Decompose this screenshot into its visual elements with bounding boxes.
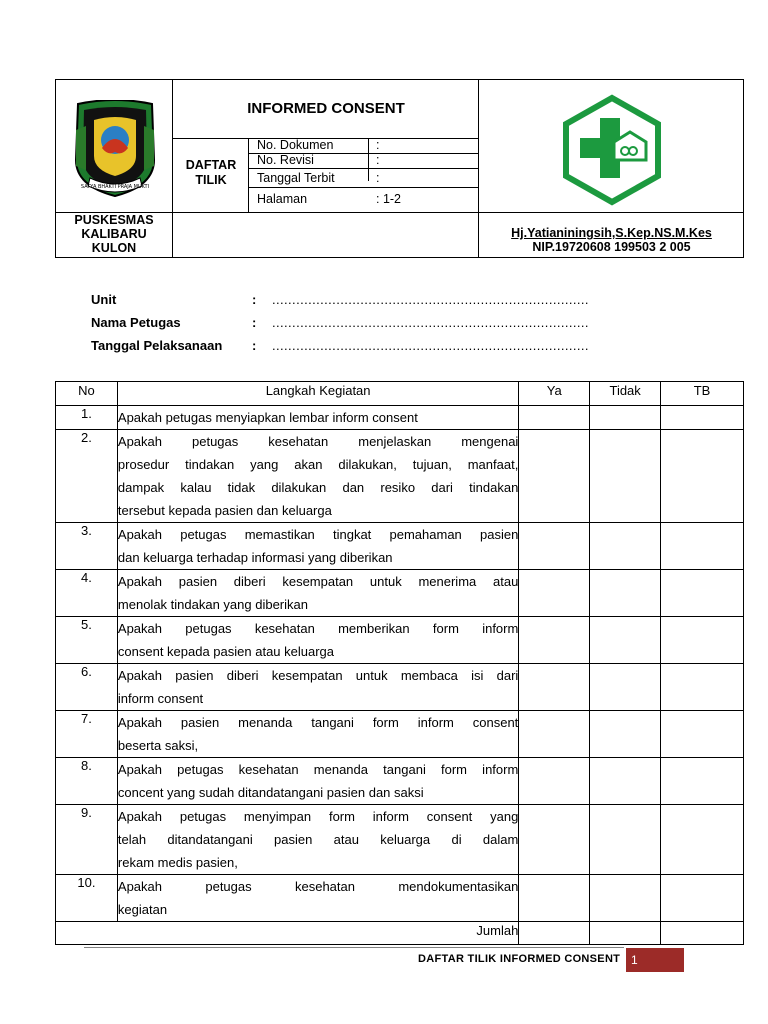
step-text-line: Apakah pasien diberi kesempatan untuk menerima atau [117, 574, 519, 589]
signatory-block [478, 226, 745, 254]
field-tanggal-pelaksanaan [91, 338, 589, 353]
check-cell-tb[interactable] [661, 523, 744, 570]
header-divider [172, 80, 173, 257]
step-description [117, 570, 518, 617]
field-blank: ............................................................................... [272, 338, 589, 353]
header-divider [248, 138, 249, 212]
check-cell-tb[interactable] [661, 758, 744, 805]
step-text-line: tersebut kepada pasien dan keluarga [117, 503, 332, 518]
check-cell-tidak[interactable] [590, 805, 661, 875]
step-text-line: menolak tindakan yang diberikan [117, 597, 308, 612]
check-cell-tidak[interactable] [590, 617, 661, 664]
step-text-line: Apakah petugas kesehatan menjelaskan mengenai [117, 434, 519, 449]
field-nama-petugas [91, 315, 589, 330]
table-row [56, 523, 744, 570]
meta-value-no-revisi: : [376, 153, 380, 167]
column-header-langkah-kegiatan: Langkah Kegiatan [117, 382, 518, 406]
header-divider [248, 187, 478, 188]
step-text-line: beserta saksi, [117, 738, 199, 753]
table-row [56, 570, 744, 617]
org-line: PUSKESMAS [74, 213, 154, 227]
check-cell-tidak[interactable] [590, 523, 661, 570]
field-colon: : [252, 292, 257, 307]
table-row [56, 664, 744, 711]
row-number: 10. [56, 875, 118, 922]
total-tb-cell[interactable] [661, 922, 744, 945]
step-description [117, 875, 518, 922]
meta-value-no-dokumen: : [376, 138, 380, 152]
check-cell-ya[interactable] [519, 805, 590, 875]
org-line: KULON [91, 241, 137, 255]
regional-emblem-logo [70, 100, 160, 200]
step-text-line: Apakah pasien diberi kesempatan untuk membaca isi dari [117, 668, 519, 683]
total-label: Jumlah [56, 922, 519, 945]
column-header-no: No [56, 382, 118, 406]
step-text-line: Apakah petugas menyimpan form inform consent yang [117, 809, 519, 824]
row-number: 2. [56, 430, 118, 523]
table-header-row [56, 382, 744, 406]
signatory-name: Hj.Yatianiningsih,S.Kep.NS.M.Kes [511, 226, 712, 240]
step-text-line: Apakah petugas kesehatan menanda tangani form inform [117, 762, 519, 777]
check-cell-tidak[interactable] [590, 758, 661, 805]
check-cell-tb[interactable] [661, 805, 744, 875]
check-cell-tidak[interactable] [590, 711, 661, 758]
document-title: INFORMED CONSENT [247, 100, 405, 117]
check-cell-ya[interactable] [519, 430, 590, 523]
table-row [56, 617, 744, 664]
row-number: 6. [56, 664, 118, 711]
step-text-line: consent kepada pasien atau keluarga [117, 644, 335, 659]
table-row [56, 406, 744, 430]
page-number: 1 [631, 953, 638, 967]
check-cell-tb[interactable] [661, 664, 744, 711]
check-cell-ya[interactable] [519, 570, 590, 617]
column-header-ya: Ya [519, 382, 590, 406]
meta-label-halaman: Halaman [257, 192, 308, 206]
row-number: 4. [56, 570, 118, 617]
step-text-line: concent yang sudah ditandatangani pasien dan saksi [117, 785, 424, 800]
puskesmas-health-logo [556, 94, 668, 206]
total-tidak-cell[interactable] [590, 922, 661, 945]
daftar-label-line: TILIK [195, 173, 227, 187]
table-row [56, 711, 744, 758]
checklist-table [55, 381, 744, 945]
step-text-line: Apakah petugas menyiapkan lembar inform consent [117, 410, 418, 425]
table-row [56, 805, 744, 875]
footer-rule [84, 947, 624, 948]
row-number: 3. [56, 523, 118, 570]
step-description [117, 711, 518, 758]
daftar-label-line: DAFTAR [185, 158, 237, 172]
check-cell-tidak[interactable] [590, 875, 661, 922]
step-description [117, 430, 518, 523]
row-number: 1. [56, 406, 118, 430]
check-cell-tb[interactable] [661, 711, 744, 758]
column-header-tidak: Tidak [590, 382, 661, 406]
table-row [56, 758, 744, 805]
check-cell-ya[interactable] [519, 523, 590, 570]
document-header [55, 79, 744, 258]
total-ya-cell[interactable] [519, 922, 590, 945]
total-row [56, 922, 744, 945]
step-text-line: Apakah petugas kesehatan memberikan form inform [117, 621, 519, 636]
check-cell-tb[interactable] [661, 430, 744, 523]
field-colon: : [252, 338, 257, 353]
check-cell-tb[interactable] [661, 875, 744, 922]
step-text-line: kegiatan [117, 902, 168, 917]
check-cell-tb[interactable] [661, 570, 744, 617]
step-text-line: Apakah pasien menanda tangani form inform consent [117, 715, 519, 730]
check-cell-tidak[interactable] [590, 664, 661, 711]
signatory-nip: NIP.19720608 199503 2 005 [532, 240, 691, 254]
check-cell-ya[interactable] [519, 875, 590, 922]
step-text-line: dan keluarga terhadap informasi yang diberikan [117, 550, 393, 565]
row-number: 7. [56, 711, 118, 758]
header-divider [368, 138, 369, 181]
step-description [117, 617, 518, 664]
meta-label-tanggal-terbit: Tanggal Terbit [257, 171, 335, 185]
step-description [117, 805, 518, 875]
check-cell-tidak[interactable] [590, 406, 661, 430]
check-cell-tb[interactable] [661, 406, 744, 430]
step-description [117, 406, 518, 430]
field-unit [91, 292, 589, 307]
field-label: Unit [91, 292, 117, 307]
footer-title: DAFTAR TILIK INFORMED CONSENT [418, 953, 621, 965]
header-divider [248, 168, 478, 169]
step-text-line: telah ditandatangani pasien atau keluarga di dalam [117, 832, 519, 847]
field-label: Nama Petugas [91, 315, 181, 330]
meta-value-halaman: : 1-2 [376, 192, 402, 206]
check-cell-ya[interactable] [519, 758, 590, 805]
check-cell-ya[interactable] [519, 664, 590, 711]
organization-name [56, 213, 172, 255]
meta-value-tanggal-terbit: : [376, 171, 380, 185]
row-number: 9. [56, 805, 118, 875]
page-number-badge [626, 948, 684, 972]
field-label: Tanggal Pelaksanaan [91, 338, 223, 353]
org-line: KALIBARU [81, 227, 147, 241]
column-header-tb: TB [661, 382, 744, 406]
check-cell-tidak[interactable] [590, 430, 661, 523]
row-number: 5. [56, 617, 118, 664]
check-cell-tb[interactable] [661, 617, 744, 664]
step-text-line: dampak kalau tidak dilakukan dan resiko dari tindakan [117, 480, 519, 495]
step-text-line: Apakah petugas kesehatan mendokumentasikan [117, 879, 519, 894]
field-colon: : [252, 315, 257, 330]
step-text-line: Apakah petugas memastikan tingkat pemahaman pasien [117, 527, 519, 542]
step-description [117, 758, 518, 805]
emblem-motto: SATYA BHAKTI PRAJA MUKTI [80, 184, 150, 190]
check-cell-ya[interactable] [519, 617, 590, 664]
check-cell-ya[interactable] [519, 406, 590, 430]
step-text-line: inform consent [117, 691, 204, 706]
daftar-tilik-label [174, 158, 248, 188]
row-number: 8. [56, 758, 118, 805]
check-cell-tidak[interactable] [590, 570, 661, 617]
field-blank: ............................................................................... [272, 315, 589, 330]
meta-label-no-revisi: No. Revisi [257, 153, 314, 167]
step-description [117, 523, 518, 570]
check-cell-ya[interactable] [519, 711, 590, 758]
meta-label-no-dokumen: No. Dokumen [257, 138, 334, 152]
table-row [56, 875, 744, 922]
step-description [117, 664, 518, 711]
table-row [56, 430, 744, 523]
step-text-line: prosedur tindakan yang akan dilakukan, tujuan, manfaat, [117, 457, 519, 472]
field-blank: ............................................................................... [272, 292, 589, 307]
step-text-line: rekam medis pasien, [117, 855, 238, 870]
